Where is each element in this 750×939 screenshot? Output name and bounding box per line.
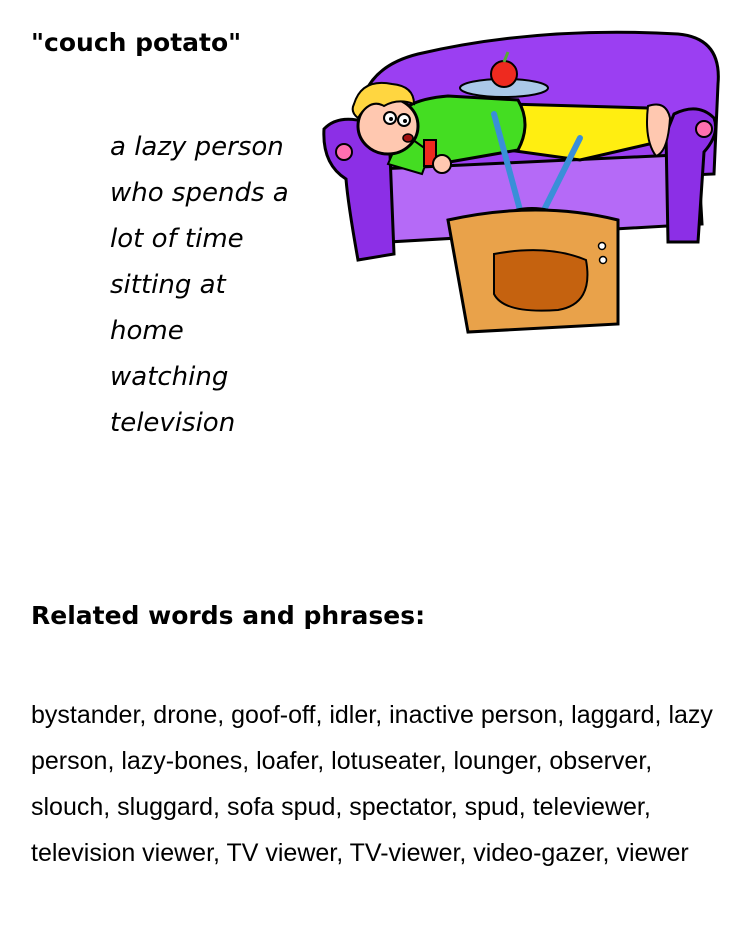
definition-line: lot of time: [110, 224, 244, 254]
page-title: "couch potato": [31, 28, 242, 57]
definition-list: [110, 124, 330, 446]
tv-knob: [600, 257, 607, 264]
definition-line: sitting at: [110, 270, 226, 300]
hand: [433, 155, 451, 173]
tv-screen: [494, 250, 587, 311]
related-heading: [31, 600, 425, 632]
pupil: [389, 117, 393, 121]
apple-icon: [491, 61, 517, 87]
definition-line: a lazy person: [110, 132, 284, 162]
related-heading-colon: :: [415, 601, 426, 630]
mouth: [403, 134, 413, 142]
sofa-left-arm-button: [336, 144, 352, 160]
sofa-right-arm-button: [696, 121, 712, 137]
definition-line: watching: [110, 362, 229, 392]
definition-line: home: [110, 316, 184, 346]
related-heading-text: Related words and phrases: [31, 601, 416, 630]
definition-line: television: [110, 408, 236, 438]
definition-line: who spends a: [110, 178, 289, 208]
tv-knob: [599, 243, 606, 250]
related-words: bystander, drone, goof-off, idler, inactive person, laggard, lazy person, lazy-bones, loafer, lotuseater, lounger, observer, slouch, sluggard, sofa spud, spectator, spud, televiewer, television viewer, TV viewer, TV-viewer, video-gazer, viewer: [31, 701, 713, 867]
couch-potato-illustration: [318, 14, 724, 336]
pupil: [403, 119, 407, 123]
